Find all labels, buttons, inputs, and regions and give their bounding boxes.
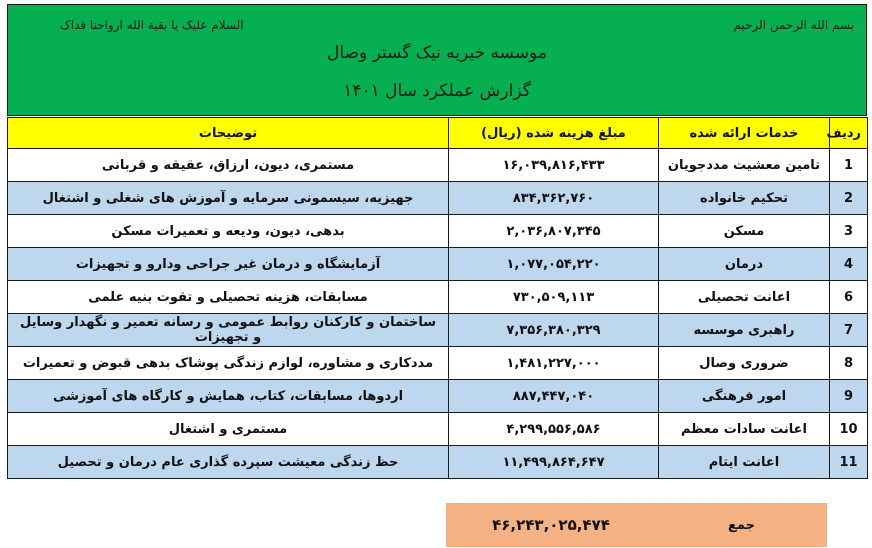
- performance-table: [7, 117, 868, 479]
- row-description: مستمری، دیون، ارزاق، عقیقه و قربانی: [8, 149, 449, 182]
- row-service: راهبری موسسه: [659, 314, 830, 347]
- table-row: [8, 215, 868, 248]
- table-header-row: [8, 118, 868, 149]
- row-amount: ۱۱,۴۹۹,۸۶۴,۶۴۷: [449, 446, 659, 479]
- row-index: 8: [830, 347, 868, 380]
- row-index: 4: [830, 248, 868, 281]
- row-service: تحکیم خانواده: [659, 182, 830, 215]
- basmala-text: بسم الله الرحمن الرحیم: [733, 18, 854, 32]
- greeting-text: السلام علیک یا بقیة الله ارواحنا فداک: [60, 18, 244, 32]
- report-header: [7, 4, 867, 116]
- row-index: 11: [830, 446, 868, 479]
- row-description: جهیزیه، سیسمونی سرمایه و آموزش های شغلی و اشتغال: [8, 182, 449, 215]
- row-service: مسکن: [659, 215, 830, 248]
- table-row: [8, 347, 868, 380]
- row-amount: ۱,۴۸۱,۲۲۷,۰۰۰: [449, 347, 659, 380]
- row-service: تامین معشیت مددجویان: [659, 149, 830, 182]
- row-service: ضروری وصال: [659, 347, 830, 380]
- row-index: 3: [830, 215, 868, 248]
- total-label: جمع: [656, 503, 827, 547]
- row-service: اعانت تحصیلی: [659, 281, 830, 314]
- row-description: مسابقات، هزینه تحصیلی و تقوت بنیه علمی: [8, 281, 449, 314]
- row-description: بدهی، دیون، ودیعه و تعمیرات مسکن: [8, 215, 449, 248]
- row-amount: ۴,۲۹۹,۵۵۶,۵۸۶: [449, 413, 659, 446]
- row-amount: ۷,۳۵۶,۳۸۰,۳۲۹: [449, 314, 659, 347]
- row-amount: ۲,۰۳۶,۸۰۷,۳۴۵: [449, 215, 659, 248]
- row-index: 6: [830, 281, 868, 314]
- row-service: امور فرهنگی: [659, 380, 830, 413]
- table-row: [8, 182, 868, 215]
- organization-title: موسسه خیریه نیک گستر وصال: [327, 43, 547, 63]
- row-amount: ۷۳۰,۵۰۹,۱۱۳: [449, 281, 659, 314]
- row-description: آزمایشگاه و درمان غیر جراحی ودارو و تجهیزات: [8, 248, 449, 281]
- row-service: درمان: [659, 248, 830, 281]
- row-description: مددکاری و مشاوره، لوازم زندگی پوشاک بدهی قبوض و تعمیرات: [8, 347, 449, 380]
- row-amount: ۸۸۷,۴۴۷,۰۴۰: [449, 380, 659, 413]
- row-description: مستمری و اشتغال: [8, 413, 449, 446]
- column-header-index: ردیف: [830, 118, 868, 149]
- row-description: ساختمان و کارکنان روابط عمومی و رسانه تعمیر و نگهدار وسایل و تجهیزات: [8, 314, 449, 347]
- table-row: [8, 380, 868, 413]
- row-amount: ۸۳۴,۳۶۲,۷۶۰: [449, 182, 659, 215]
- table-row: [8, 413, 868, 446]
- table-row: [8, 248, 868, 281]
- row-index: 7: [830, 314, 868, 347]
- report-subtitle: گزارش عملکرد سال ۱۴۰۱: [343, 81, 531, 101]
- row-index: 1: [830, 149, 868, 182]
- row-index: 2: [830, 182, 868, 215]
- row-amount: ۱,۰۷۷,۰۵۴,۲۲۰: [449, 248, 659, 281]
- column-header-description: توضیحات: [8, 118, 449, 149]
- row-service: اعانت سادات معظم: [659, 413, 830, 446]
- table-row: [8, 446, 868, 479]
- row-description: حظ زندگی معیشت سپرده گذاری عام درمان و تحصیل: [8, 446, 449, 479]
- row-index: 10: [830, 413, 868, 446]
- column-header-amount: مبلغ هزینه شده (ریال): [449, 118, 659, 149]
- row-index: 9: [830, 380, 868, 413]
- table-row: [8, 281, 868, 314]
- row-description: اردوها، مسابقات، کتاب، همایش و کارگاه های آموزشی: [8, 380, 449, 413]
- table-row: [8, 314, 868, 347]
- column-header-service: خدمات ارائه شده: [659, 118, 830, 149]
- table-row: [8, 149, 868, 182]
- row-amount: ۱۶,۰۳۹,۸۱۶,۴۳۳: [449, 149, 659, 182]
- row-service: اعانت ایتام: [659, 446, 830, 479]
- total-amount: ۴۶,۲۴۳,۰۲۵,۴۷۴: [446, 503, 656, 547]
